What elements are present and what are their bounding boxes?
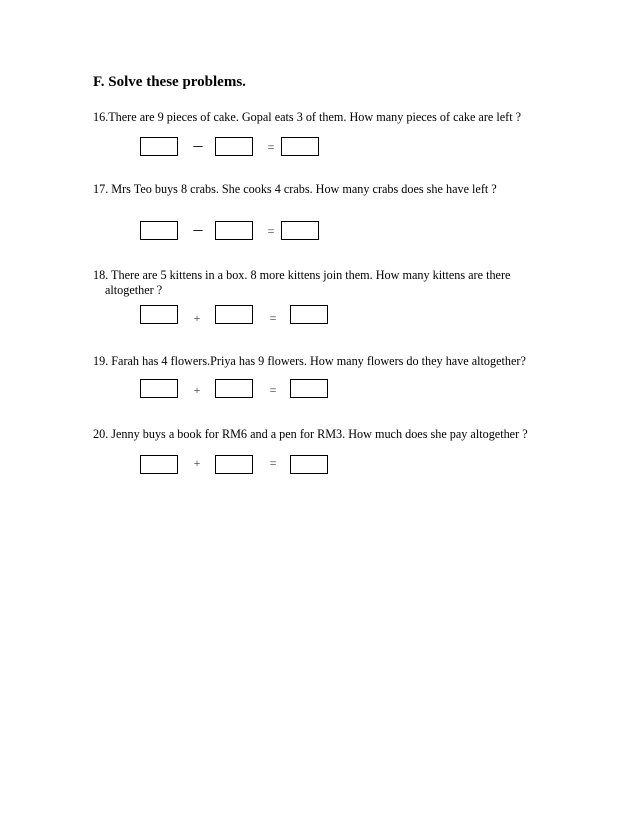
problem-19-text: 19. Farah has 4 flowers.Priya has 9 flowers. How many flowers do they have altogether? (93, 354, 526, 368)
problem-18-operator: + (193, 311, 201, 325)
problem-20-answer-box-3[interactable] (290, 455, 328, 474)
problem-20-text: 20. Jenny buys a book for RM6 and a pen for RM3. How much does she pay altogether ? (93, 427, 528, 441)
problem-17-operator: – (193, 219, 203, 239)
problem-17-answer-box-1[interactable] (140, 221, 178, 240)
problem-18-line-2: altogether ? (105, 283, 163, 297)
section-heading: F. Solve these problems. (93, 74, 246, 90)
problem-16-answer-box-1[interactable] (140, 137, 178, 156)
problem-20-answer-box-1[interactable] (140, 455, 178, 474)
problem-19-equals: = (269, 383, 277, 397)
problem-19-operator: + (193, 383, 201, 397)
problem-18-answer-box-2[interactable] (215, 305, 253, 324)
problem-18-equals: = (269, 311, 277, 325)
problem-17-equals: = (267, 224, 275, 238)
problem-19-answer-box-2[interactable] (215, 379, 253, 398)
problem-17-answer-box-2[interactable] (215, 221, 253, 240)
problem-18-answer-box-3[interactable] (290, 305, 328, 324)
problem-17-answer-box-3[interactable] (281, 221, 319, 240)
problem-19-answer-box-3[interactable] (290, 379, 328, 398)
problem-16-equals: = (267, 140, 275, 154)
problem-16-operator: – (193, 135, 203, 155)
problem-16-answer-box-2[interactable] (215, 137, 253, 156)
problem-19-answer-box-1[interactable] (140, 379, 178, 398)
problem-18-answer-box-1[interactable] (140, 305, 178, 324)
problem-16-text: 16.There are 9 pieces of cake. Gopal eats 3 of them. How many pieces of cake are left ? (93, 110, 522, 124)
problem-16-answer-box-3[interactable] (281, 137, 319, 156)
problem-18-text (93, 268, 510, 298)
problem-18-line-1: 18. There are 5 kittens in a box. 8 more kittens join them. How many kittens are there (93, 268, 511, 282)
problem-17-text: 17. Mrs Teo buys 8 crabs. She cooks 4 crabs. How many crabs does she have left ? (93, 182, 497, 196)
problem-20-equals: = (269, 456, 277, 470)
problem-20-operator: + (193, 456, 201, 470)
problem-20-answer-box-2[interactable] (215, 455, 253, 474)
